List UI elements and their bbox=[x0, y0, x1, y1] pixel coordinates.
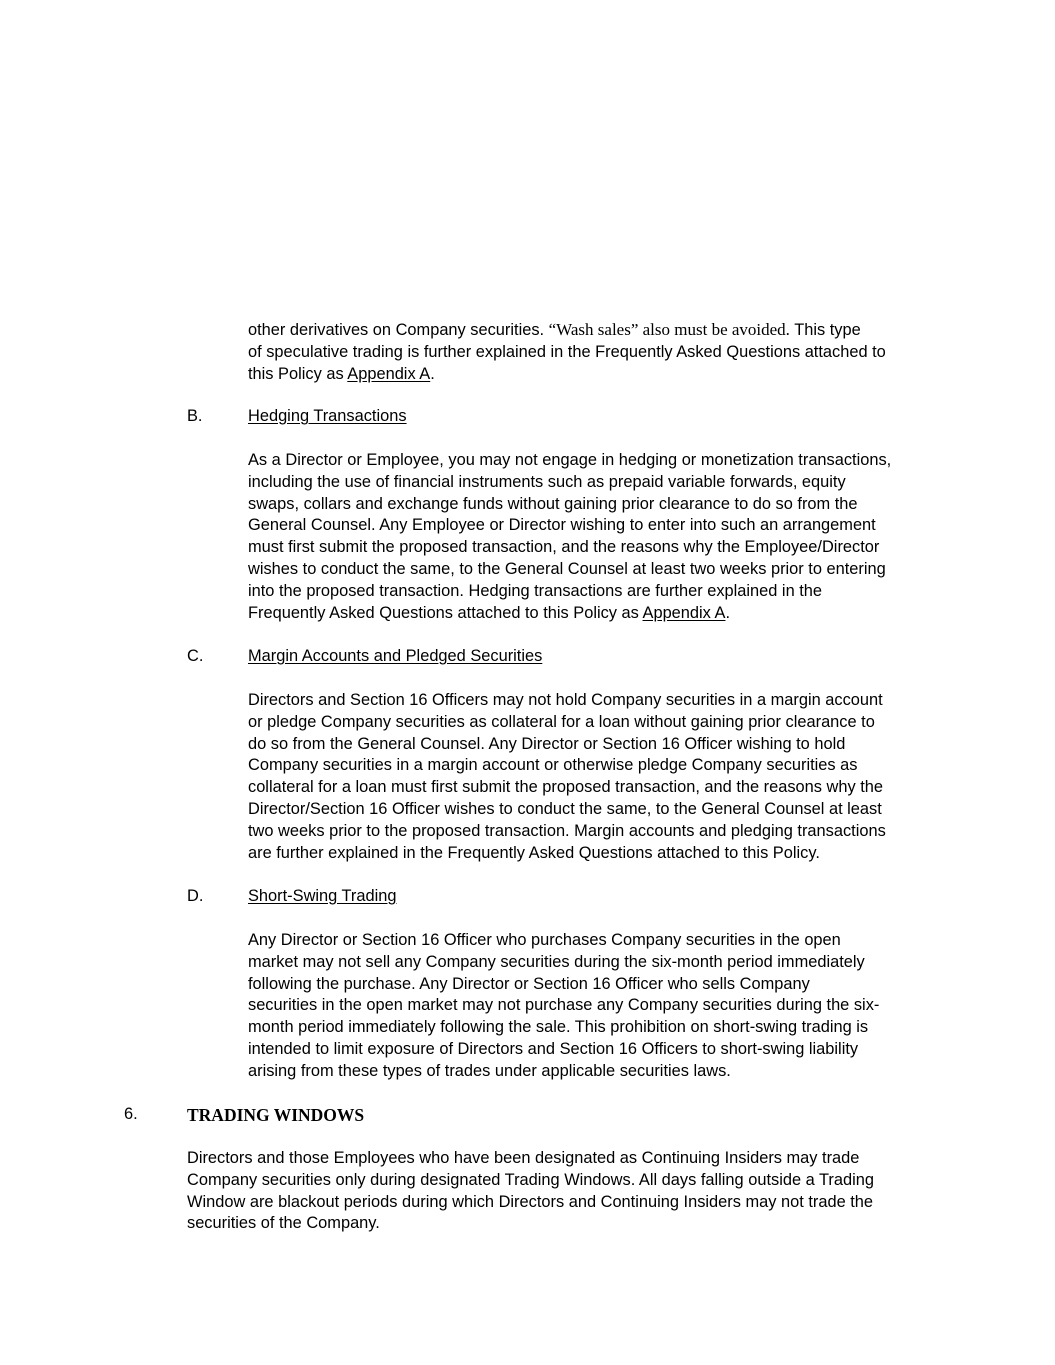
intro-line-1: other derivatives on Company securities. “Wash sales” also must be avoided. This type bbox=[248, 320, 861, 339]
section-6-title: TRADING WINDOWS bbox=[187, 1105, 365, 1125]
appendix-a-link[interactable]: Appendix A bbox=[347, 364, 431, 383]
section-b-line: including the use of financial instruments such as prepaid variable forwards, equity bbox=[248, 472, 846, 491]
section-c-line: or pledge Company securities as collateral for a loan without gaining prior clearance to bbox=[248, 712, 875, 731]
section-d-line: market may not sell any Company securities during the six-month period immediately bbox=[248, 952, 865, 971]
section-c-line: are further explained in the Frequently Asked Questions attached to this Policy. bbox=[248, 843, 820, 862]
intro-paragraph bbox=[248, 319, 886, 385]
section-6-body bbox=[187, 1148, 874, 1235]
section-c-letter: C. bbox=[187, 647, 204, 665]
section-b-title: Hedging Transactions bbox=[248, 407, 407, 425]
section-b-line: into the proposed transaction. Hedging transactions are further explained in the bbox=[248, 581, 823, 600]
section-d-body bbox=[248, 930, 879, 1083]
section-d-line: intended to limit exposure of Directors and Section 16 Officers to short-swing liability bbox=[248, 1039, 859, 1058]
section-b-body bbox=[248, 450, 891, 624]
section-d-title: Short-Swing Trading bbox=[248, 887, 397, 905]
section-6-line: Directors and those Employees who have been designated as Continuing Insiders may trade bbox=[187, 1149, 860, 1167]
section-6-line: Company securities only during designated Trading Windows. All days falling outside a Trading bbox=[187, 1170, 874, 1189]
section-b-last-line: Frequently Asked Questions attached to this Policy as Appendix A. bbox=[248, 603, 731, 622]
section-6-line: securities of the Company. bbox=[187, 1214, 380, 1233]
appendix-a-link[interactable]: Appendix A bbox=[642, 603, 726, 622]
section-c-line: collateral for a loan must first submit the proposed transaction, and the reasons why the bbox=[248, 778, 884, 797]
section-b-line: General Counsel. Any Employee or Director wishing to enter into such an arrangement bbox=[248, 516, 876, 535]
section-b-letter: B. bbox=[187, 407, 203, 425]
section-d-line: following the purchase. Any Director or Section 16 Officer who sells Company bbox=[248, 974, 810, 993]
section-d-line: securities in the open market may not purchase any Company securities during the six- bbox=[248, 996, 880, 1015]
section-b-line: swaps, collars and exchange funds without gaining prior clearance to do so from the bbox=[248, 494, 858, 513]
section-c-body bbox=[248, 690, 886, 864]
section-c-line: two weeks prior to the proposed transaction. Margin accounts and pledging transactions bbox=[248, 821, 886, 840]
section-b-line: As a Director or Employee, you may not engage in hedging or monetization transactions, bbox=[248, 451, 892, 469]
section-c-title: Margin Accounts and Pledged Securities bbox=[248, 647, 543, 665]
intro-line-2: of speculative trading is further explained in the Frequently Asked Questions attached to bbox=[248, 342, 886, 361]
section-6-line: Window are blackout periods during which Directors and Continuing Insiders may not trade the bbox=[187, 1192, 874, 1211]
intro-line-3: this Policy as Appendix A. bbox=[248, 364, 435, 383]
section-d-line: Any Director or Section 16 Officer who purchases Company securities in the open bbox=[248, 931, 841, 949]
section-c-line: do so from the General Counsel. Any Director or Section 16 Officer wishing to hold bbox=[248, 734, 846, 753]
section-6-number: 6. bbox=[124, 1105, 138, 1123]
section-c-line: Company securities in a margin account or otherwise pledge Company securities as bbox=[248, 756, 858, 775]
section-d-line: month period immediately following the sale. This prohibition on short-swing trading is bbox=[248, 1018, 869, 1037]
section-d-letter: D. bbox=[187, 887, 204, 905]
section-c-line: Directors and Section 16 Officers may not hold Company securities in a margin account bbox=[248, 691, 883, 709]
section-b-line: must first submit the proposed transaction, and the reasons why the Employee/Director bbox=[248, 538, 880, 557]
section-b-line: wishes to conduct the same, to the General Counsel at least two weeks prior to entering bbox=[248, 559, 886, 578]
section-d-line: arising from these types of trades under applicable securities laws. bbox=[248, 1061, 731, 1080]
wash-sales-phrase: “Wash sales” also must be avoided. bbox=[548, 320, 790, 339]
section-c-line: Director/Section 16 Officer wishes to conduct the same, to the General Counsel at least bbox=[248, 799, 882, 818]
